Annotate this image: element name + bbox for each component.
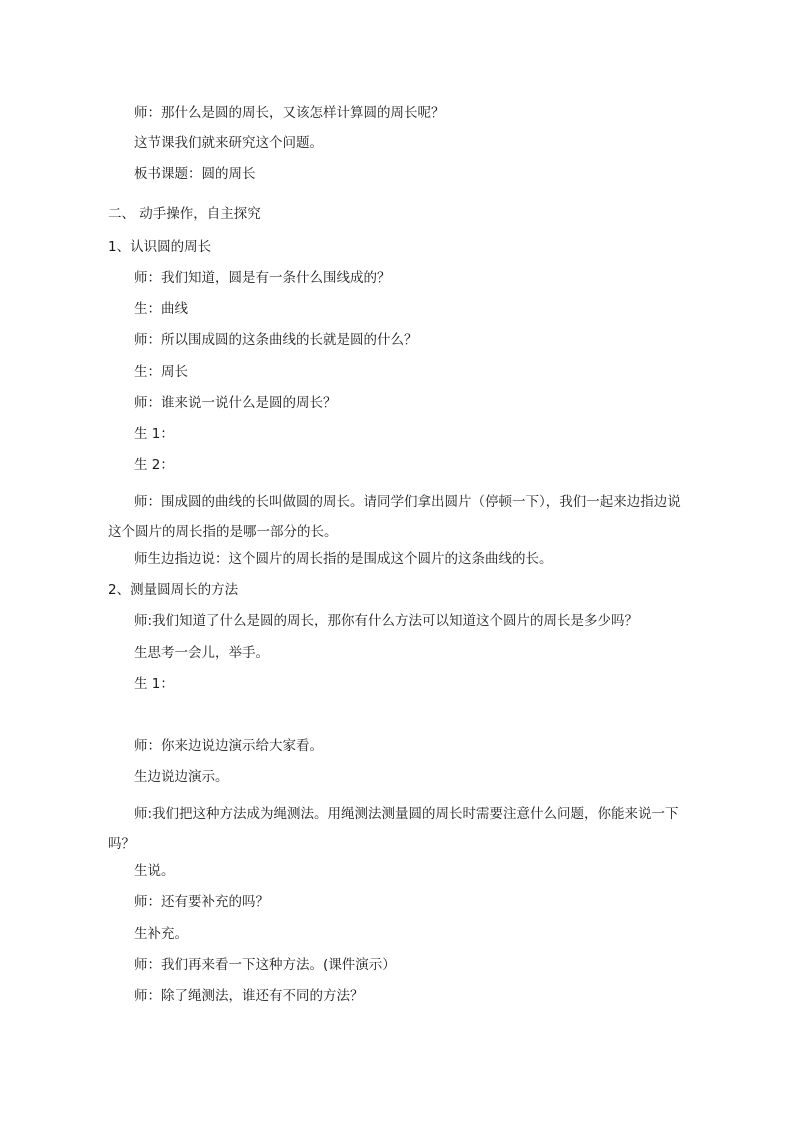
- paragraph: 生 1：: [134, 676, 174, 692]
- paragraph: 板书课题：圆的周长: [134, 166, 256, 182]
- paragraph: 师：我们知道，圆是有一条什么围线成的？: [134, 270, 391, 286]
- paragraph: 生：曲线: [134, 301, 188, 317]
- paragraph: 师：谁来说一说什么是圆的周长？: [134, 395, 337, 411]
- paragraph: 师：那什么是圆的周长，又该怎样计算圆的周长呢？: [134, 105, 445, 121]
- section-heading: 二、 动手操作，自主探究: [108, 206, 261, 222]
- subsection-heading: 2、测量圆周长的方法: [108, 582, 239, 598]
- paragraph: 生边说边演示。: [134, 769, 229, 785]
- paragraph: 师：你来边说边演示给大家看。: [134, 738, 323, 754]
- paragraph: 生 1：: [134, 426, 174, 442]
- paragraph: 师：所以围成圆的这条曲线的长就是圆的什么？: [134, 332, 418, 348]
- paragraph: 师：围成圆的曲线的长叫做圆的周长。请同学们拿出圆片（停顿一下），我们一起来边指边说这个圆片的周长指的是哪一部分的长。: [108, 494, 681, 540]
- paragraph: 师：我们再来看一下这种方法。(课件演示）: [134, 957, 396, 973]
- paragraph: 师：除了绳测法，谁还有不同的方法？: [134, 988, 364, 1004]
- paragraph: 这节课我们就来研究这个问题。: [134, 135, 323, 151]
- paragraph: 生：周长: [134, 364, 188, 380]
- paragraph: 生说。: [134, 863, 175, 879]
- subsection-heading: 1、认识圆的周长: [108, 239, 212, 255]
- paragraph: 生 2：: [134, 457, 174, 473]
- paragraph: 生思考一会儿，举手。: [134, 645, 269, 661]
- paragraph: 师:我们把这种方法成为绳测法。用绳测法测量圆的周长时需要注意什么问题，你能来说一下吗？: [108, 806, 679, 852]
- paragraph: 生补充。: [134, 926, 188, 942]
- paragraph: 师:我们知道了什么是圆的周长，那你有什么方法可以知道这个圆片的周长是多少吗？: [134, 613, 639, 629]
- paragraph: 师生边指边说：这个圆片的周长指的是围成这个圆片的这条曲线的长。: [134, 551, 553, 567]
- paragraph: 师：还有要补充的吗？: [134, 894, 269, 910]
